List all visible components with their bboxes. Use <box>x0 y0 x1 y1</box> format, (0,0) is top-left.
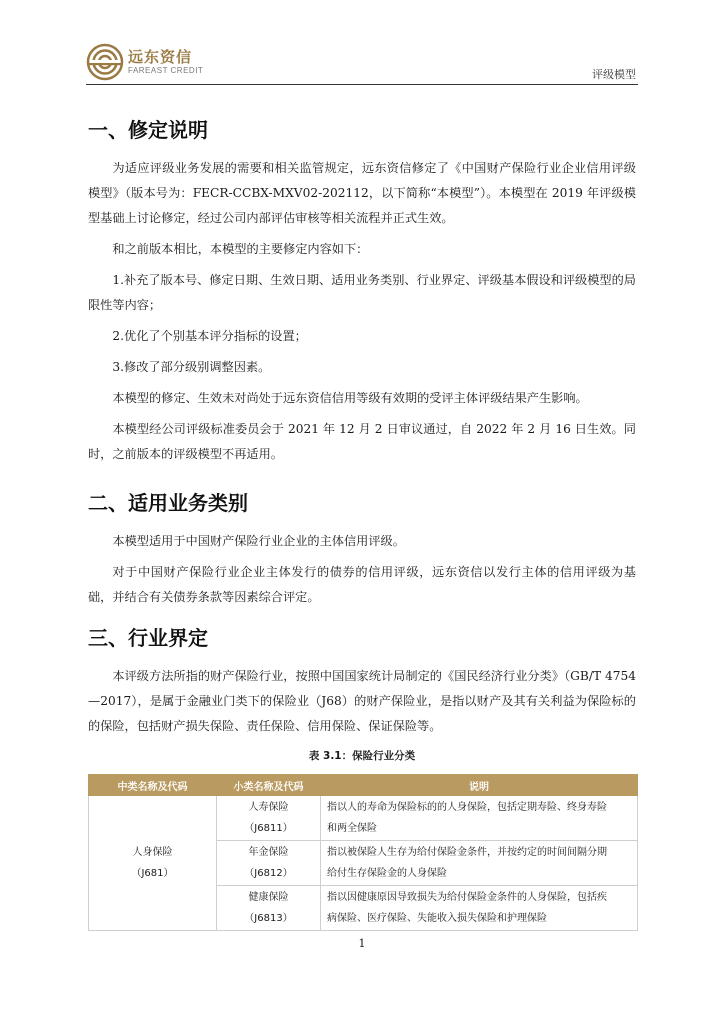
description-line: 病保险、医疗保险、失能收入损失保险和护理保险 <box>327 913 547 924</box>
paragraph: 本模型经公司评级标准委员会于 2021 年 12 月 2 日审议通过，自 2022 年 2 月 16 日生效。同时，之前版本的评级模型不再适用。 <box>88 422 636 461</box>
category-code: （J681） <box>131 868 174 879</box>
category-cell <box>89 796 217 931</box>
paragraph: 3.修改了部分级别调整因素。 <box>112 360 271 374</box>
paragraph: 2.优化了个别基本评分指标的设置； <box>112 329 307 343</box>
description-cell <box>321 886 638 931</box>
subcategory-name: 人寿保险 <box>248 802 289 813</box>
section-title: 二、适用业务类别 <box>88 491 248 515</box>
column-header: 小类名称及代码 <box>217 775 321 796</box>
column-header: 中类名称及代码 <box>89 775 217 796</box>
page-number: 1 <box>358 937 366 950</box>
paragraph: 本模型适用于中国财产保险行业企业的主体信用评级。 <box>112 534 405 548</box>
category-name: 人身保险 <box>132 847 173 858</box>
description-line: 和两全保险 <box>327 823 377 834</box>
subcategory-code: （J6813） <box>244 913 293 924</box>
description-cell <box>321 841 638 886</box>
subcategory-cell <box>217 841 321 886</box>
table-row <box>89 796 638 841</box>
description-line: 指以被保险人生存为给付保险金条件，并按约定的时间间隔分期 <box>327 847 607 858</box>
paragraph: 对于中国财产保险行业企业主体发行的债券的信用评级，远东资信以发行主体的信用评级为基础，并结合有关债券条款等因素综合评定。 <box>88 565 636 604</box>
table-header-row <box>89 775 638 796</box>
header-doc-type: 评级模型 <box>592 68 636 81</box>
subcategory-cell <box>217 796 321 841</box>
paragraph: 1.补充了版本号、修定日期、生效日期、适用业务类别、行业界定、评级基本假设和评级模型的局限性等内容； <box>88 273 636 312</box>
insurance-category-table <box>88 774 638 931</box>
description-line: 给付生存保险金的人身保险 <box>327 868 447 879</box>
paragraph: 本模型的修定、生效未对尚处于远东资信信用等级有效期的受评主体评级结果产生影响。 <box>112 391 588 405</box>
description-cell <box>321 796 638 841</box>
header-divider <box>86 84 638 85</box>
section-title: 一、修定说明 <box>88 118 208 142</box>
subcategory-code: （J6811） <box>244 823 293 834</box>
subcategory-cell <box>217 886 321 931</box>
subcategory-name: 健康保险 <box>248 892 289 903</box>
description-line: 指以人的寿命为保险标的的人身保险，包括定期寿险、终身寿险 <box>327 802 607 813</box>
brand-name-en: FAREAST CREDIT <box>128 66 204 75</box>
section-title: 三、行业界定 <box>88 626 208 650</box>
fareast-credit-logo-icon <box>86 43 124 81</box>
page-header <box>0 0 724 90</box>
paragraph: 本评级方法所指的财产保险行业，按照中国国家统计局制定的《国民经济行业分类》（GB/T 4754—2017），是属于金融业门类下的保险业（J68）的财产保险业，是指以财产及其有关利益为保险标的的保险，包括财产损失保险、责任保险、信用保险、保证保险等。 <box>88 669 636 733</box>
brand-name-cn: 远东资信 <box>128 48 193 66</box>
subcategory-name: 年金保险 <box>248 847 289 858</box>
paragraph: 为适应评级业务发展的需要和相关监管规定，远东资信修定了《中国财产保险行业企业信用评级模型》（版本号为：FECR-CCBX-MXV02-202112，以下简称“本模型”）。本模型在 2019 年评级模型基础上讨论修定，经过公司内部评估审核等相关流程并正式生效。 <box>88 161 636 225</box>
description-line: 指以因健康原因导致损失为给付保险金条件的人身保险，包括疾 <box>327 892 607 903</box>
subcategory-code: （J6812） <box>244 868 293 879</box>
paragraph: 和之前版本相比，本模型的主要修定内容如下： <box>112 242 369 256</box>
table-caption: 表 3.1：保险行业分类 <box>308 750 416 762</box>
column-header: 说明 <box>321 775 638 796</box>
